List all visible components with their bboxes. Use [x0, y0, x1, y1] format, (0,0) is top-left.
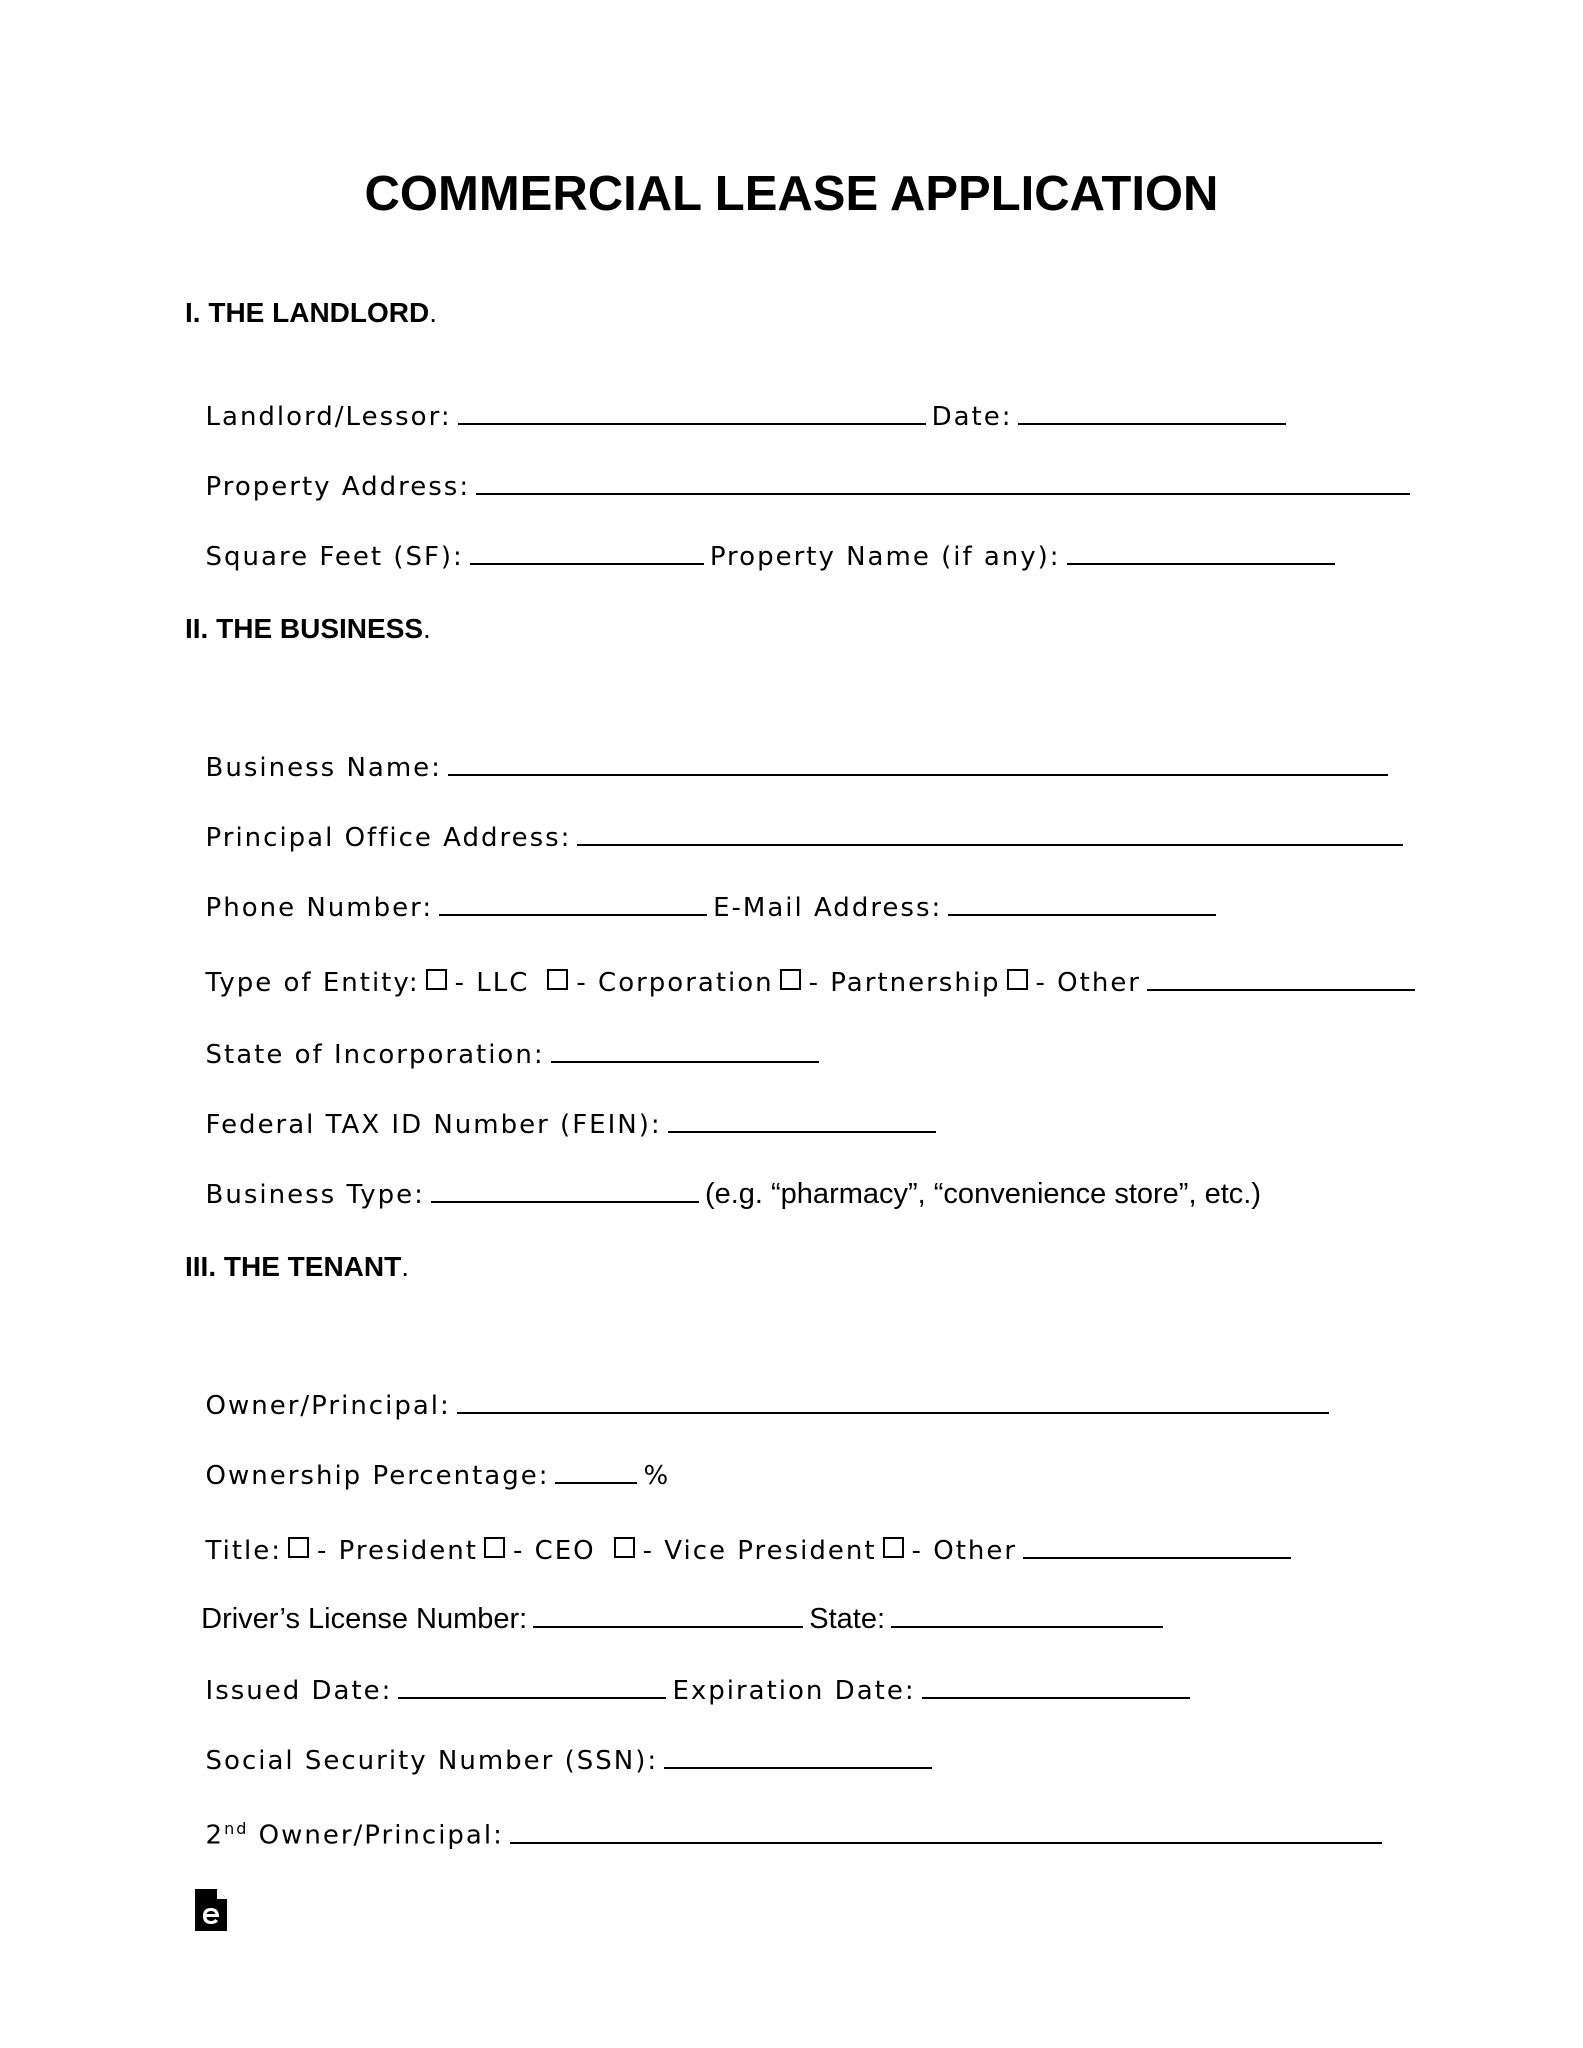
title-other-field[interactable]: [1023, 1533, 1291, 1559]
property-name-label: Property Name (if any):: [709, 542, 1061, 572]
section-landlord-heading-text: I. THE LANDLORD: [185, 297, 430, 328]
drivers-license-row: [185, 1570, 1169, 1635]
email-field[interactable]: [948, 890, 1216, 916]
second-owner-label: Owner/Principal:: [258, 1820, 504, 1851]
business-type-example: (e.g. “pharmacy”, “convenience store”, etc.): [704, 1178, 1261, 1210]
fein-row: [185, 1075, 942, 1141]
title-president-checkbox[interactable]: [288, 1537, 309, 1558]
expiration-date-field[interactable]: [922, 1673, 1190, 1699]
phone-field[interactable]: [439, 890, 707, 916]
square-feet-label: Square Feet (SF):: [205, 542, 464, 572]
issued-date-label: Issued Date:: [205, 1676, 393, 1706]
entity-corporation-label: - Corporation: [576, 968, 774, 998]
state-incorporation-field[interactable]: [551, 1037, 819, 1063]
state-incorporation-label: State of Incorporation:: [205, 1040, 545, 1070]
expiration-date-label: Expiration Date:: [672, 1676, 916, 1706]
property-address-label: Property Address:: [205, 472, 471, 502]
entity-other-checkbox[interactable]: [1007, 969, 1028, 990]
landlord-lessor-field[interactable]: [458, 399, 926, 425]
entity-type-label: Type of Entity:: [205, 968, 420, 998]
business-name-row: [185, 718, 1394, 784]
ownership-percentage-label: Ownership Percentage:: [205, 1461, 550, 1491]
phone-email-row: [185, 858, 1222, 924]
title-vice-president-label: - Vice President: [642, 1536, 877, 1566]
principal-office-field[interactable]: [577, 820, 1403, 846]
percent-sign: %: [643, 1461, 671, 1491]
business-name-field[interactable]: [448, 750, 1388, 776]
title-ceo-checkbox[interactable]: [484, 1537, 505, 1558]
owner-principal-row: [185, 1356, 1335, 1422]
ownership-percentage-row: [185, 1426, 670, 1492]
business-type-row: [185, 1145, 1261, 1211]
ssn-label: Social Security Number (SSN):: [205, 1746, 659, 1776]
landlord-lessor-label: Landlord/Lessor:: [205, 402, 452, 432]
second-owner-row: [185, 1781, 1388, 1852]
section-business-heading: [185, 612, 431, 646]
section-tenant-heading: [185, 1250, 409, 1284]
entity-other-label: - Other: [1035, 968, 1142, 998]
second-owner-prefix: 2: [205, 1820, 225, 1851]
entity-llc-label: - LLC: [454, 968, 530, 998]
phone-label: Phone Number:: [205, 893, 434, 923]
entity-partnership-label: - Partnership: [808, 968, 1001, 998]
date-label: Date:: [931, 402, 1013, 432]
issued-expiration-row: [185, 1641, 1196, 1707]
second-owner-sup: nd: [224, 1819, 249, 1838]
property-name-field[interactable]: [1067, 539, 1335, 565]
entity-corporation-checkbox[interactable]: [547, 969, 568, 990]
section-dot: .: [429, 297, 437, 328]
property-address-row: [185, 437, 1416, 503]
title-ceo-label: - CEO: [512, 1536, 596, 1566]
entity-type-row: [185, 933, 1421, 999]
title-vice-president-checkbox[interactable]: [614, 1537, 635, 1558]
business-type-label: Business Type:: [205, 1180, 425, 1210]
state-incorporation-row: [185, 1005, 825, 1071]
title-president-label: - President: [317, 1536, 478, 1566]
title-row: [185, 1501, 1297, 1567]
ssn-row: [185, 1711, 938, 1777]
business-type-field[interactable]: [431, 1177, 699, 1203]
entity-llc-checkbox[interactable]: [426, 969, 447, 990]
license-state-field[interactable]: [891, 1602, 1163, 1628]
square-feet-field[interactable]: [470, 539, 704, 565]
drivers-license-label: Driver’s License Number:: [201, 1603, 528, 1635]
section-business-heading-text: II. THE BUSINESS: [185, 613, 424, 644]
property-address-field[interactable]: [476, 469, 1410, 495]
fein-label: Federal TAX ID Number (FEIN):: [205, 1110, 662, 1140]
title-other-checkbox[interactable]: [883, 1537, 904, 1558]
ownership-percentage-field[interactable]: [555, 1458, 637, 1484]
page-title: COMMERCIAL LEASE APPLICATION: [364, 167, 1219, 221]
landlord-lessor-row: [185, 367, 1292, 433]
ssn-field[interactable]: [664, 1743, 932, 1769]
section-tenant-heading-text: III. THE TENANT: [185, 1251, 402, 1282]
owner-principal-field[interactable]: [457, 1388, 1329, 1414]
square-feet-row: [185, 507, 1341, 573]
principal-office-row: [185, 788, 1409, 854]
section-landlord-heading: [185, 296, 437, 330]
entity-other-field[interactable]: [1147, 965, 1415, 991]
business-name-label: Business Name:: [205, 753, 442, 783]
section-dot: .: [423, 613, 431, 644]
eforms-logo-icon: [193, 1887, 229, 1933]
fein-field[interactable]: [668, 1107, 936, 1133]
second-owner-field[interactable]: [510, 1818, 1382, 1844]
section-dot: .: [401, 1251, 410, 1282]
date-field[interactable]: [1018, 399, 1286, 425]
entity-partnership-checkbox[interactable]: [780, 969, 801, 990]
email-label: E-Mail Address:: [713, 893, 943, 923]
principal-office-label: Principal Office Address:: [205, 823, 572, 853]
title-label: Title:: [205, 1536, 283, 1566]
license-state-label: State:: [809, 1603, 886, 1635]
issued-date-field[interactable]: [398, 1673, 666, 1699]
owner-principal-label: Owner/Principal:: [205, 1391, 451, 1421]
title-other-label: - Other: [911, 1536, 1018, 1566]
drivers-license-field[interactable]: [533, 1602, 803, 1628]
